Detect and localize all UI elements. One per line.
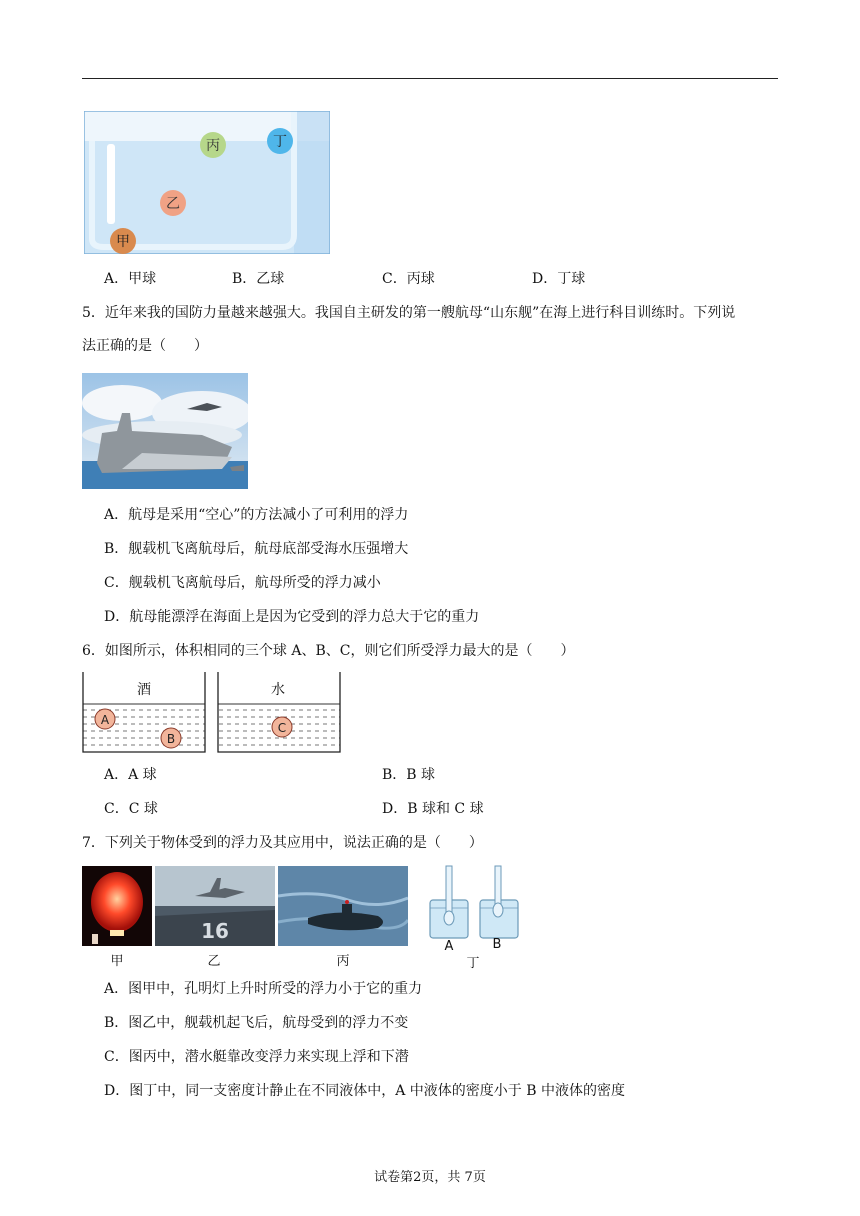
q7-hydrometer-figure [426,860,530,952]
beaker-a [430,866,468,952]
q6-option-c[interactable]: C．C 球 [104,801,158,817]
q5-option-a[interactable]: A．航母是采用“空心”的方法减小了可利用的浮力 [104,507,409,523]
header-rule [82,78,778,79]
q6-option-b[interactable]: B．B 球 [382,767,436,783]
q7-caption-jia: 甲 [110,954,124,969]
ball-bing [200,132,226,158]
q6-option-a[interactable]: A．A 球 [104,767,157,783]
q7-jet-photo [155,866,275,946]
q7-option-b[interactable]: B．图乙中，舰载机起飞后，航母受到的浮力不变 [104,1015,409,1031]
ball-jia [110,228,136,254]
q5-stem-line2: 法正确的是（ ） [82,338,208,354]
hydrometer-label-a: A [444,939,454,952]
q7-option-c[interactable]: C．图丙中，潜水艇靠改变浮力来实现上浮和下潜 [104,1049,409,1065]
q5-option-b[interactable]: B．舰载机飞离航母后，航母底部受海水压强增大 [104,541,409,557]
svg-text:甲: 甲 [116,234,130,250]
q6-containers-figure [82,672,344,754]
beaker-b [480,866,518,952]
q7-lantern-photo [82,866,152,946]
q7-caption-bing: 丙 [336,954,350,969]
svg-text:丁: 丁 [273,134,287,150]
q7-submarine-photo [278,866,408,946]
q4-option-b[interactable]: B．乙球 [232,271,285,287]
svg-text:乙: 乙 [166,196,180,212]
q7-caption-yi: 乙 [207,954,221,969]
q5-carrier-photo [82,373,248,489]
q7-caption-ding: 丁 [466,956,480,971]
q4-option-d[interactable]: D．丁球 [532,271,586,287]
q4-option-a[interactable]: A．甲球 [104,271,157,287]
q4-option-c[interactable]: C．丙球 [382,271,435,287]
alcohol-container [83,672,205,752]
q6-stem: 6．如图所示，体积相同的三个球 A、B、C，则它们所受浮力最大的是（ ） [82,643,575,659]
water-label: 水 [271,682,285,698]
q5-stem-line1: 5．近年来我的国防力量越来越强大。我国自主研发的第一艘航母“山东舰”在海上进行科目训练时。下列说 [82,305,736,321]
ball-ding [267,128,293,154]
q4-tank-figure [84,111,330,254]
q5-option-c[interactable]: C．舰载机飞离航母后，航母所受的浮力减小 [104,575,381,591]
q5-option-d[interactable]: D．航母能漂浮在海面上是因为它受到的浮力总大于它的重力 [104,609,480,625]
deck-marking: 16 [201,919,229,943]
svg-text:丙: 丙 [206,138,220,154]
water-container [218,672,340,752]
q7-option-a[interactable]: A．图甲中，孔明灯上升时所受的浮力小于它的重力 [104,981,423,997]
ball-b-label: B [166,732,176,746]
hydrometer-label-b: B [492,937,502,952]
ball-yi [160,190,186,216]
alcohol-label: 酒 [137,682,151,698]
q7-option-d[interactable]: D．图丁中，同一支密度计静止在不同液体中，A 中液体的密度小于 B 中液体的密度 [104,1083,625,1099]
ball-a-label: A [100,713,110,727]
q6-option-d[interactable]: D．B 球和 C 球 [382,801,484,817]
ball-c-label: C [277,721,287,735]
page-footer: 试卷第2页，共 7页 [374,1170,486,1185]
q7-stem: 7．下列关于物体受到的浮力及其应用中，说法正确的是（ ） [82,835,483,851]
